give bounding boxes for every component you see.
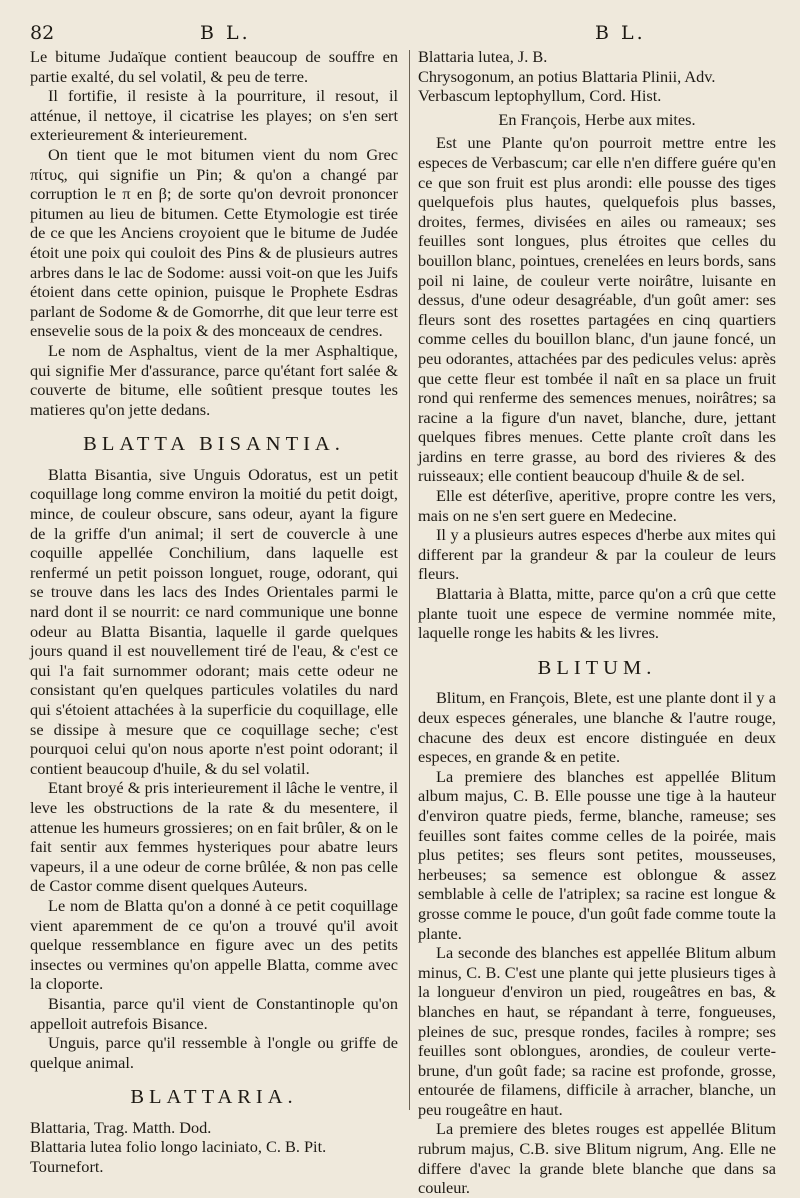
blitum-paragraph-4: La premiere des bletes rouges est appellée Blitum rubrum majus, C.B. sive Blitum nigrum, Ang. Elle ne differe d'avec la grande blete blanche que dans sa couleur. — [418, 1119, 776, 1198]
running-header — [30, 22, 770, 48]
blatta-paragraph-1: Blatta Bisantia, sive Unguis Odoratus, est un petit coquillage long comme environ la moitié du petit doigt, mince, de couleur obscure, sans odeur, ayant la figure de la griffe d'un animal; il sert de couvercle à une coquille appellée Conchilium, dans laquelle est renfermé un petit poisson longuet, rouge, odorant, qui se trouve dans les lacs des Indes Orientales parmi le nard dont il se nourrit: ce nard communique une bonne odeur au Blatta Bisantia, laquelle il garde quelques jours quand il est nouvellement tiré de l'eau, & c'est ce qui l'a fait surnommer odorant; mais cette odeur ne consistant qu'en quelques particules volatiles du nard qui s'étoient attachées à la superficie du coquillage, elle se dissipe à mesure que ce coquillage seche; c'est pourquoi celui qu'on nous aporte n'est point odorant; il contient beaucoup d'huile, & du sel volatil. — [30, 464, 398, 778]
page-number: 82 — [30, 22, 55, 44]
blitum-paragraph-1: Blitum, en François, Blete, est une plante dont il y a deux especes génerales, une blanche & l'autre rouge, chacune des deux est encore distinguée en deux especes, en grande & en petite. — [418, 688, 776, 767]
section-title-blattaria: BLATTARIA. — [130, 1086, 298, 1109]
bitume-paragraph-3: On tient que le mot bitumen vient du nom Grec πίτυς, qui signifie un Pin; & qu'on a changé par corruption le π en β; de sorte qu'on devroit prononcer pitumen au lieu de bitumen. Cette Etymologie est tirée de ce que les Anciens croyoient que le bitume de Judée étoit une poix qui couloit des Pins & de plusieurs autres arbres dans le lac de Sodome: aussi voit-on que les Juifs étoient dans cette opinion, puisque le Prophete Esdras parlant de Sodome & de Gomorrhe, dit que leur terre est ensevelie sous de la poix & des monceaux de cendres. — [30, 144, 398, 341]
bitume-paragraph-1: Le bitume Judaïque contient beaucoup de souffre en partie exalté, du sel volatil, & peu de terre. — [30, 47, 398, 86]
blattaria-synonym-4: Chrysogonum, an potius Blattaria Plinii, Adv. — [418, 66, 716, 86]
blatta-paragraph-4: Bisantia, parce qu'il vient de Constantinople qu'on appelloit autrefois Bisance. — [30, 993, 398, 1033]
blattaria-synonym-3: Blattaria lutea, J. B. — [418, 47, 548, 66]
section-title-blatta-bisantia: BLATTA BISANTIA. — [83, 433, 345, 456]
column-divider — [409, 50, 410, 1110]
blattaria-paragraph-3: Il y a plusieurs autres especes d'herbe aux mites qui different par la grandeur & par la couleur de leurs fleurs. — [418, 525, 776, 584]
blitum-paragraph-3: La seconde des blanches est appellée Blitum album minus, C. B. C'est une plante qui jette plusieurs tiges à la longueur d'environ un pied, rougeâtres en bas, & blanches en haut, se répandant à terre, fongueuses, pleines de suc, presque rondes, faciles à rompre; ses feuilles sont oblongues, arondies, de couleur verte-brune, d'un goût fade; sa racine est profonde, grosse, entourée de filamens, difficile à arracher, blanche, un peu rougeâtre en haut. — [418, 943, 776, 1119]
blattaria-paragraph-4: Blattaria à Blatta, mitte, parce qu'on a crû que cette plante tuoit une espece de vermine nommée mite, laquelle ronge les habits & les livres. — [418, 584, 776, 643]
right-column — [418, 47, 776, 1198]
blattaria-synonym-1: Blattaria, Trag. Matth. Dod. — [30, 1117, 212, 1137]
left-running-title: B L. — [200, 22, 251, 44]
blitum-paragraph-2: La premiere des blanches est appellée Blitum album majus, C. B. Elle pousse une tige à la hauteur d'environ quatre pieds, ferme, blanche, rameuse; ses feuilles sont faites comme celles de la poirée, mais plus petites; ses fleurs sont petites, mousseuses, herbeuses; sa semence est oblongue & assez semblable à celle de l'atriplex; sa racine est longue & grosse comme le pouce, d'un goût fade comme toute la plante. — [418, 766, 776, 943]
blattaria-synonym-5: Verbascum leptophyllum, Cord. Hist. — [418, 86, 662, 106]
blattaria-paragraph-2: Elle est déterſive, aperitive, propre contre les vers, mais on ne s'en sert guere en Medecine. — [418, 486, 776, 525]
blattaria-paragraph-1: Est une Plante qu'on pourroit mettre entre les especes de Verbascum; car elle n'en differe guére qu'en ce que son fruit est plus arondi: elle pousse des tiges quelquefois plus hautes, quelquefois plus basses, droites, fermes, divisées en ailes ou rameaux; ses feuilles sont longues, plus étroites que celles du bouillon blanc, pointues, crenelées en leurs bords, sans poil ni laine, de couleur verte noirâtre, luisante en dessus, d'une odeur desagréable, d'un goût amer: ses fleurs sont des rosettes partagées en cinq quartiers comme celles du bouillon blanc, d'un jaune foncé, un peu odorantes, attachées par des pedicules velus: après que cette fleur est tombée il naît en sa place un fruit rond qui renferme des semences menues, noirâtres; sa racine a la figure d'un navet, blanche, dure, jettant quelques fibres menues. Cette plante croît dans les jardins en terre grasse, au bord des rivieres & des ruisseaux; elle contient beaucoup d'huile & de sel. — [418, 133, 776, 486]
bitume-paragraph-4: Le nom de Asphaltus, vient de la mer Asphaltique, qui signifie Mer d'assurance, parce qu'étant fort salée & couverte de bitume, elle soûtient presque toutes les matieres qu'on jette dedans. — [30, 340, 398, 419]
left-column — [30, 47, 398, 1177]
right-running-title: B L. — [595, 22, 646, 44]
bitume-paragraph-2: Il fortifie, il resiste à la pourriture, il resout, il atténue, il nettoye, il cicatrise les playes; on s'en sert exterieurement & interieurement. — [30, 86, 398, 145]
blattaria-synonym-2: Blattaria lutea folio longo laciniato, C. B. Pit. Tournefort. — [30, 1137, 327, 1177]
blatta-paragraph-2: Etant broyé & pris interieurement il lâche le ventre, il leve les obstructions de la rate & du mesentere, il attenue les humeurs grossieres; on en fait brûler, & on le fait sentir aux femmes hysteriques pour abatre leurs vapeurs, il a une odeur de corne brûlée, & non pas celle de Castor comme disent quelques Auteurs. — [30, 778, 398, 896]
section-title-blitum: BLITUM. — [537, 656, 657, 679]
blatta-paragraph-3: Le nom de Blatta qu'on a donné à ce petit coquillage vient aparemment de ce qu'on a trouvé qu'il avoit quelque ressemblance en figure avec un des petits insectes ou vermines qu'on appelle Blatta, comme avec la cloporte. — [30, 895, 398, 994]
blatta-paragraph-5: Unguis, parce qu'il ressemble à l'ongle ou griffe de quelque animal. — [30, 1033, 398, 1072]
blattaria-french-name: En François, Herbe aux mites. — [498, 109, 696, 129]
